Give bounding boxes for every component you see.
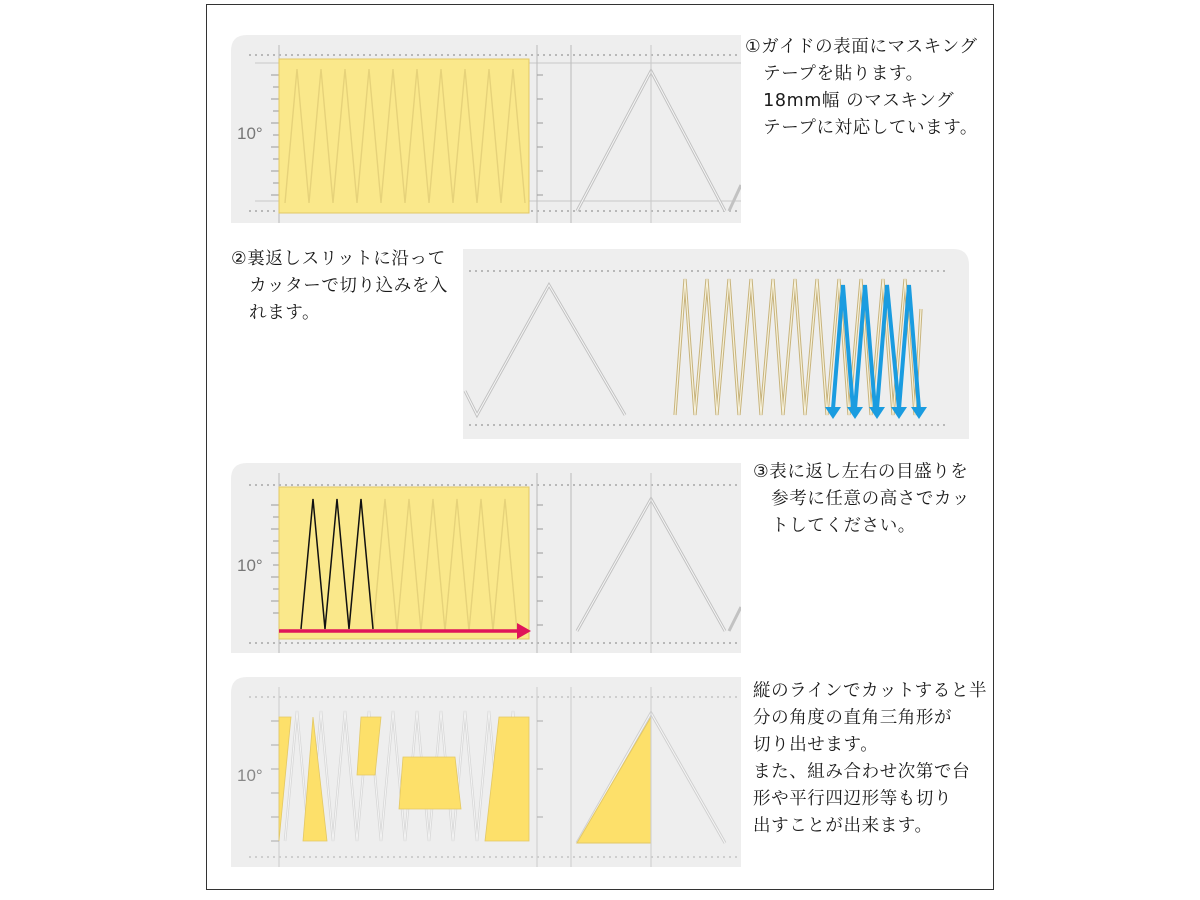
step4-line: 切り出せます。 bbox=[753, 735, 879, 755]
step4-line: 形や平行四辺形等も切り bbox=[753, 789, 953, 809]
step1-line: テープを貼ります。 bbox=[745, 64, 924, 84]
step3-line: ③表に返し左右の目盛りを bbox=[753, 462, 969, 482]
step4-line: 縦のラインでカットすると半 bbox=[753, 681, 988, 701]
scale-label-10deg: 10° bbox=[237, 556, 263, 575]
step2-line: ②裏返しスリットに沿って bbox=[231, 249, 446, 269]
scale-label-10deg: 10° bbox=[237, 124, 263, 143]
step4-line: 分の角度の直角三角形が bbox=[753, 708, 953, 728]
step2-guide-illustration bbox=[463, 249, 971, 439]
step1-text bbox=[745, 34, 978, 142]
step3-line: トしてください。 bbox=[753, 516, 916, 536]
step3-guide-illustration bbox=[231, 463, 741, 653]
step2-line: れます。 bbox=[231, 303, 321, 323]
step1-line: 18mm幅 のマスキング bbox=[745, 91, 955, 111]
step4-line: また、組み合わせ次第で台 bbox=[753, 762, 971, 782]
step4-text bbox=[753, 678, 987, 840]
step2-line: カッターで切り込みを入 bbox=[231, 276, 449, 296]
step1-guide-illustration bbox=[231, 35, 741, 223]
step2-text bbox=[231, 246, 448, 327]
step1-line: テープに対応しています。 bbox=[745, 118, 979, 138]
instruction-sheet bbox=[206, 4, 994, 890]
step4-line: 出すことが出来ます。 bbox=[753, 816, 933, 836]
scale-label-10deg: 10° bbox=[237, 766, 263, 785]
step3-line: 参考に任意の高さでカッ bbox=[753, 489, 971, 509]
step1-line: ①ガイドの表面にマスキング bbox=[745, 37, 978, 57]
step3-text bbox=[753, 459, 970, 540]
piece-trapezoid bbox=[399, 757, 461, 809]
step4-guide-illustration bbox=[231, 677, 741, 867]
